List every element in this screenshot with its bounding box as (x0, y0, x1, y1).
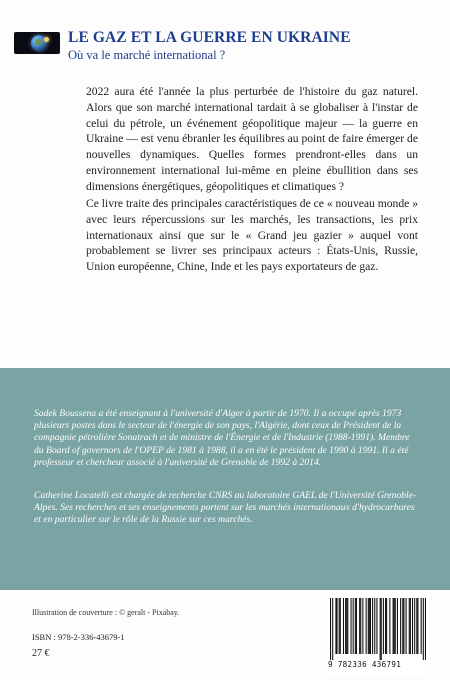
barcode-bar (393, 598, 394, 654)
globe-landmass (35, 39, 42, 45)
barcode-bar (389, 598, 390, 654)
barcode-bar (403, 598, 404, 654)
barcode-bar (345, 598, 346, 654)
summary-paragraph-2: Ce livre traite des principales caractéristiques de ce « nouveau monde » avec leurs répercussions sur les marchés, les transactions, les prix internationaux ainsi que sur le « Grand jeu gazier » auquel vont probablement se livrer ses principaux acteurs : États-Unis, Russie, Union européenne, Chine, Inde et les pays exportateurs de gaz. (86, 197, 418, 274)
barcode-bar (330, 598, 331, 660)
barcode-bar (350, 598, 351, 654)
barcode-bar (336, 598, 337, 654)
barcode-bar (394, 598, 395, 654)
barcode-bar (360, 598, 361, 654)
summary-paragraph-1: 2022 aura été l'année la plus perturbée de l'histoire du gaz naturel. Alors que son marché international tardait à se globaliser à l'instar de celui du pétrole, un événement géopolitique majeur — la guerre en Ukraine — est venu ébranler les équilibres au point de faire émerger de nouvelles dynamiques. Quelles formes prendront-elles dans un environnement international lui-même en pleine ébullition dans ses dimensions énergétiques, géopolitiques et climatiques ? (86, 85, 418, 193)
barcode-bar (374, 598, 375, 654)
author-bio-band (0, 368, 450, 590)
barcode-bar (340, 598, 341, 654)
barcode-bar (386, 598, 387, 654)
barcode-bar (414, 598, 415, 654)
author-bio-boussena: Sadek Boussena a été enseignant à l'université d'Alger à partir de 1970. Il a occupé après 1973 plusieurs postes dans le secteur de l'énergie de son pays, l'Algérie, dont ceux de Président de la compagnie pétrolière Sonatrach et de ministre de l'Énergie et de l'Industrie (1988-1991). Membre du Board of governors de l'OPEP de 1981 à 1988, il a en été le président de 1990 à 1991. Il a été professeur et chercheur associé à l'université de Grenoble de 1992 à 2014. (34, 408, 410, 468)
book-subtitle: Où va le marché international ? (68, 48, 226, 62)
barcode-bar (383, 598, 384, 654)
barcode-bar (356, 598, 357, 654)
earth-globe-icon (14, 32, 60, 54)
barcode-bar (421, 598, 422, 654)
barcode-bar (366, 598, 367, 654)
barcode-bar (423, 598, 424, 660)
barcode-bar (402, 598, 403, 654)
globe-spark (44, 37, 49, 42)
barcode-bars (330, 598, 426, 660)
barcode-bar (359, 598, 360, 654)
barcode-bar (417, 598, 418, 654)
price-text: 27 € (32, 648, 50, 659)
barcode-bar (381, 598, 382, 660)
barcode-bar (425, 598, 426, 660)
barcode-bar (343, 598, 344, 654)
barcode-bar (332, 598, 333, 660)
barcode-digits: 9 782336 436791 (328, 660, 402, 669)
barcode-bar (416, 598, 417, 654)
barcode-bar (347, 598, 348, 654)
barcode-bar (385, 598, 386, 654)
isbn-text: ISBN : 978-2-336-43679-1 (32, 632, 125, 642)
barcode-bar (395, 598, 396, 654)
barcode-bar (335, 598, 336, 654)
barcode-bar (372, 598, 373, 654)
barcode (326, 592, 430, 676)
barcode-bar (406, 598, 407, 654)
barcode-bar (380, 598, 381, 660)
barcode-bar (362, 598, 363, 654)
barcode-bar (397, 598, 398, 654)
barcode-bar (410, 598, 411, 654)
barcode-bar (346, 598, 347, 654)
barcode-bar (369, 598, 370, 654)
barcode-bar (370, 598, 371, 654)
barcode-bar (409, 598, 410, 654)
book-title: LE GAZ ET LA GUERRE EN UKRAINE (68, 29, 351, 46)
barcode-bar (400, 598, 401, 654)
cover-illustration-credit: Illustration de couverture : © geralt - Pixabay. (32, 608, 180, 617)
barcode-bar (368, 598, 369, 654)
barcode-bar (376, 598, 377, 654)
barcode-bar (355, 598, 356, 654)
barcode-bar (339, 598, 340, 654)
author-bio-locatelli: Catherine Locatelli est chargée de recherche CNRS au laboratoire GAEL de l'Université Grenoble-Alpes. Ses recherches et ses enseignements portent sur les marchés internationaux d'hydrocarbures et en particulier sur le rôle de la Russie sur ces marchés. (34, 490, 417, 526)
barcode-bar (412, 598, 413, 654)
barcode-bar (353, 598, 354, 654)
